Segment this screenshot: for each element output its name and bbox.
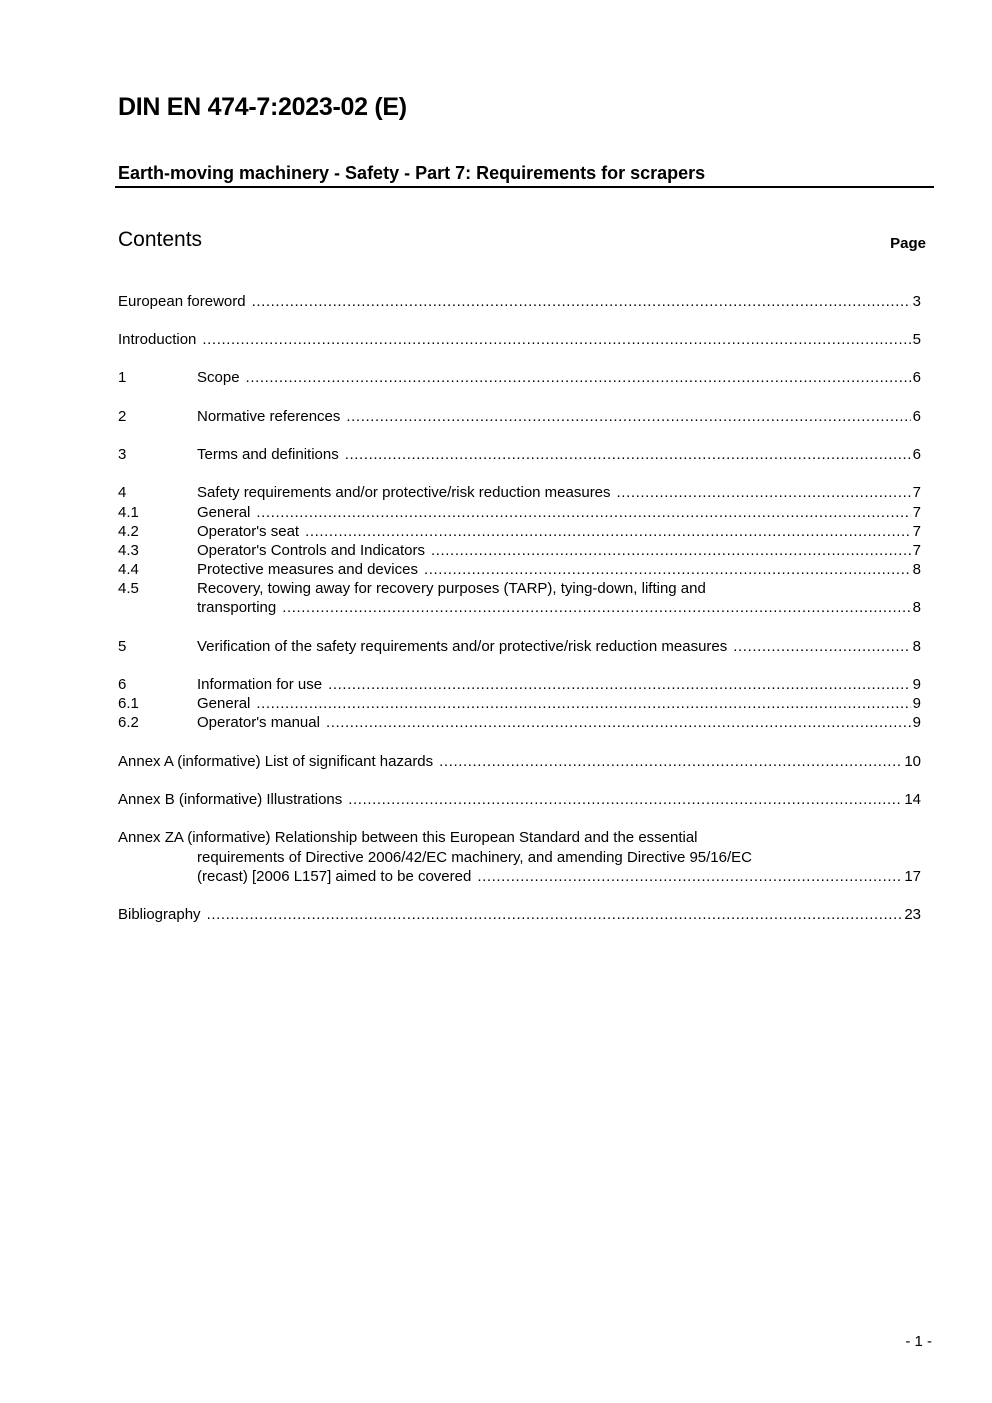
- toc-entry-page: 9: [912, 676, 921, 693]
- toc-entry-title: General: [197, 504, 251, 521]
- dot-leader: [256, 694, 910, 713]
- toc-entry-page: 3: [912, 293, 921, 310]
- toc-entry-number: 6.1: [118, 695, 139, 712]
- toc-entry-title: European foreword: [118, 293, 246, 310]
- toc-entry-page: 14: [904, 791, 921, 808]
- toc-entry-annex-b[interactable]: [118, 790, 921, 809]
- dot-leader: [733, 637, 910, 656]
- dot-leader: [439, 752, 902, 771]
- toc-entry-number: 4.2: [118, 523, 139, 540]
- dot-leader: [617, 483, 911, 502]
- toc-entry-6[interactable]: [118, 675, 921, 694]
- page-column-label: Page: [890, 235, 926, 252]
- dot-leader: [348, 790, 902, 809]
- toc-entry-title-line3: (recast) [2006 L157] aimed to be covered: [197, 868, 472, 885]
- toc-entry-4[interactable]: [118, 483, 921, 502]
- toc-entry-number: 3: [118, 446, 127, 463]
- toc-entry-title: Annex B (informative) Illustrations: [118, 791, 343, 808]
- dot-leader: [246, 368, 911, 387]
- toc-entry-title: Bibliography: [118, 906, 201, 923]
- toc-entry-6-2[interactable]: [118, 713, 921, 732]
- toc-entry-page: 23: [904, 906, 921, 923]
- toc-entry-page: 10: [904, 753, 921, 770]
- toc-entry-page: 6: [912, 408, 921, 425]
- toc-entry-page: 6: [912, 446, 921, 463]
- toc-entry-title: Introduction: [118, 331, 197, 348]
- toc-entry-page: 7: [912, 523, 921, 540]
- toc-entry-3[interactable]: [118, 445, 921, 464]
- toc-entry-4-2[interactable]: [118, 522, 921, 541]
- toc-entry-title-line2: transporting: [197, 599, 277, 616]
- dot-leader: [207, 905, 903, 924]
- dot-leader: [346, 407, 910, 426]
- toc-entry-number: 4.3: [118, 542, 139, 559]
- toc-entry-page: 6: [912, 369, 921, 386]
- footer-page-number: - 1 -: [905, 1333, 932, 1350]
- dot-leader: [282, 598, 910, 617]
- toc-entry-page: 8: [912, 638, 921, 655]
- toc-entry-title: Scope: [197, 369, 240, 386]
- contents-heading: Contents: [118, 228, 203, 251]
- toc-entry-page: 8: [912, 599, 921, 616]
- toc-entry-page: 17: [904, 868, 921, 885]
- dot-leader: [424, 560, 911, 579]
- toc-entry-page: 7: [912, 542, 921, 559]
- toc-entry-4-3[interactable]: [118, 541, 921, 560]
- dot-leader: [345, 445, 911, 464]
- toc-entry-5[interactable]: [118, 637, 921, 656]
- toc-entry-4-4[interactable]: [118, 560, 921, 579]
- toc-entry-page: 9: [912, 714, 921, 731]
- toc-entry-number: 4.1: [118, 504, 139, 521]
- toc-entry-4-5[interactable]: [118, 579, 921, 598]
- toc-entry-title: Protective measures and devices: [197, 561, 418, 578]
- dot-leader: [326, 713, 911, 732]
- toc-entry-bibliography[interactable]: [118, 905, 921, 924]
- toc-entry-number: 6.2: [118, 714, 139, 731]
- toc-entry-annex-za-line3[interactable]: [197, 867, 921, 886]
- toc-entry-title: Normative references: [197, 408, 341, 425]
- toc-entry-page: 7: [912, 504, 921, 521]
- toc-entry-annex-a[interactable]: [118, 752, 921, 771]
- toc-entry-4-5-continued[interactable]: [197, 598, 921, 617]
- toc-entry-number: 5: [118, 638, 127, 655]
- toc-entry-title: Annex A (informative) List of significant hazards: [118, 753, 434, 770]
- toc-entry-annex-za[interactable]: Annex ZA (informative) Relationship between this European Standard and the essential: [118, 829, 698, 846]
- toc-entry-title: Safety requirements and/or protective/risk reduction measures: [197, 484, 611, 501]
- toc-entry-2[interactable]: [118, 407, 921, 426]
- toc-entry-number: 6: [118, 676, 127, 693]
- toc-entry-page: 9: [912, 695, 921, 712]
- document-subtitle: Earth-moving machinery - Safety - Part 7: Requirements for scrapers: [118, 163, 706, 183]
- toc-entry-4-1[interactable]: [118, 503, 921, 522]
- toc-entry-number: 4: [118, 484, 127, 501]
- toc-entry-title-line1: Recovery, towing away for recovery purposes (TARP), tying-down, lifting and: [197, 580, 706, 597]
- document-title: DIN EN 474-7:2023-02 (E): [118, 93, 407, 121]
- toc-entry-6-1[interactable]: [118, 694, 921, 713]
- toc-entry-title: Terms and definitions: [197, 446, 339, 463]
- toc-entry-title: Operator's Controls and Indicators: [197, 542, 425, 559]
- toc-entry-1[interactable]: [118, 368, 921, 387]
- toc-entry-annex-za-line2: requirements of Directive 2006/42/EC machinery, and amending Directive 95/16/EC: [197, 849, 752, 866]
- dot-leader: [202, 330, 910, 349]
- toc-entry-number: 4.5: [118, 580, 139, 597]
- toc-entry-page: 5: [912, 331, 921, 348]
- toc-entry-number: 4.4: [118, 561, 139, 578]
- toc-entry-title: Operator's manual: [197, 714, 320, 731]
- dot-leader: [328, 675, 911, 694]
- toc-entry-number: 1: [118, 369, 127, 386]
- dot-leader: [305, 522, 911, 541]
- dot-leader: [256, 503, 910, 522]
- toc-entry-number: 2: [118, 408, 127, 425]
- title-divider: [115, 186, 934, 188]
- dot-leader: [477, 867, 902, 886]
- toc-entry-european-foreword[interactable]: [118, 292, 921, 311]
- toc-entry-title: Information for use: [197, 676, 323, 693]
- toc-entry-page: 8: [912, 561, 921, 578]
- toc-entry-introduction[interactable]: [118, 330, 921, 349]
- toc-entry-title: General: [197, 695, 251, 712]
- toc-entry-title: Verification of the safety requirements and/or protective/risk reduction measures: [197, 638, 728, 655]
- dot-leader: [252, 292, 911, 311]
- toc-entry-page: 7: [912, 484, 921, 501]
- dot-leader: [431, 541, 911, 560]
- toc-entry-title: Operator's seat: [197, 523, 300, 540]
